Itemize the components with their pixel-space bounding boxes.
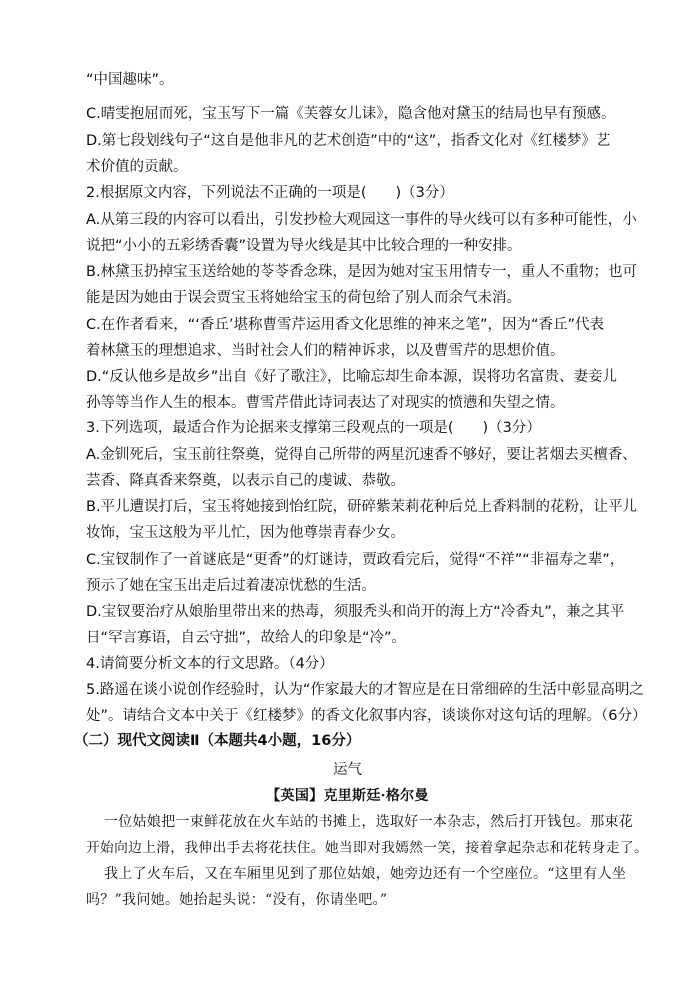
question-2: 2.根据原文内容，下列说法不正确的一项是( )（3分） bbox=[86, 185, 454, 201]
question-5: 5.路遥在谈小说创作经验时，认为“作家最大的才智应是在日常细碎的生活中彰显高明之 bbox=[86, 682, 644, 698]
question-4: 4.请简要分析文本的行文思路。（4分） bbox=[86, 656, 334, 672]
text-line: 孙等等当作人生的根本。曹雪芹借此诗词表达了对现实的愤懑和失望之情。 bbox=[86, 395, 565, 411]
option-b-line: B.林黛玉扔掉宝玉送给她的苓苓香念珠，是因为她对宝玉用情专一，重人不重物；也可 bbox=[86, 264, 638, 280]
text-line: 芸香、降真香来祭奠，以表示自己的虔诚、恭敬。 bbox=[86, 473, 405, 489]
option-c-line: C.宝钗制作了一首谜底是“更香”的灯谜诗，贾政看完后，觉得“不祥”“非福寿之辈”， bbox=[86, 552, 625, 568]
story-paragraph-line: 吗？”我问她。她抬起头说：“没有，你请坐吧。” bbox=[86, 892, 388, 908]
text-line: 说把“小小的五彩绣香囊”设置为导火线是其中比较合理的一种安排。 bbox=[86, 238, 522, 254]
question-3: 3.下列选项，最适合作为论据来支撑第三段观点的一项是( )（3分） bbox=[86, 420, 541, 436]
section-heading: （二）现代文阅读Ⅱ（本题共4小题，16分） bbox=[74, 733, 361, 749]
story-author: 【英国】克里斯廷·格尔曼 bbox=[266, 788, 429, 804]
text-line: 日“罕言寡语，自云守拙”，故给人的印象是“冷”。 bbox=[86, 630, 407, 646]
option-d-line: D.第七段划线句子“这自是他非凡的艺术创造”中的“这”，指香文化对《红楼梦》艺 bbox=[86, 133, 611, 149]
text-line: 预示了她在宝玉出走后过着凄凉忧愁的生活。 bbox=[86, 578, 376, 594]
option-d-line: D.“反认他乡是故乡”出自《好了歌注》，比喻忘却生命本源，误将功名富贵、妻妾儿 bbox=[86, 369, 618, 385]
text-line: 能是因为她由于误会贾宝玉将她给宝玉的荷包给了别人而余气未消。 bbox=[86, 290, 521, 306]
story-paragraph-line: 一位姑娘把一束鲜花放在火车站的书摊上，选取好一本杂志，然后打开钱包。那束花 bbox=[104, 814, 634, 830]
text-line: 妆饰，宝玉这般为平儿忙，因为他尊崇青春少女。 bbox=[86, 525, 405, 541]
option-c-line: C.在作者看来，“‘香丘’堪称曹雪芹运用香文化思维的神来之笔”，因为“香丘”代表 bbox=[86, 317, 604, 333]
option-a-line: A.金钏死后，宝玉前往祭奠，觉得自己所带的两星沉速香不够好，要让茗烟去买檀香、 bbox=[86, 447, 637, 463]
text-line: 术价值的贡献。 bbox=[86, 159, 188, 175]
text-line: 处”。请结合文本中关于《红楼梦》的香文化叙事内容，谈谈你对这句话的理解。（6分） bbox=[86, 708, 647, 724]
story-paragraph-line: 我上了火车后，又在车厢里见到了那位姑娘，她旁边还有一个空座位。“这里有人坐 bbox=[104, 866, 627, 882]
text-line: “中国趣味”。 bbox=[86, 72, 174, 88]
option-a-line: A.从第三段的内容可以看出，引发抄检大观园这一事件的导火线可以有多种可能性，小 bbox=[86, 212, 637, 228]
option-b-line: B.平儿遭误打后，宝玉将她接到怡红院，研碎紫茉莉花种后兑上香料制的花粉，让平儿 bbox=[86, 499, 638, 515]
story-paragraph-line: 开始向边上滑，我伸出手去将花扶住。她当即对我嫣然一笑，接着拿起杂志和花转身走了。 bbox=[86, 840, 649, 856]
story-title: 运气 bbox=[333, 762, 362, 778]
option-c-line: C.晴雯抱屈而死，宝玉写下一篇《芙蓉女儿诔》，隐含他对黛玉的结局也早有预感。 bbox=[86, 106, 616, 122]
text-line: 着林黛玉的理想追求、当时社会人们的精神诉求，以及曹雪芹的思想价值。 bbox=[86, 343, 565, 359]
option-d-line: D.宝钗要治疗从娘胎里带出来的热毒，须服秃头和尚开的海上方“冷香丸”，兼之其平 bbox=[86, 604, 625, 620]
